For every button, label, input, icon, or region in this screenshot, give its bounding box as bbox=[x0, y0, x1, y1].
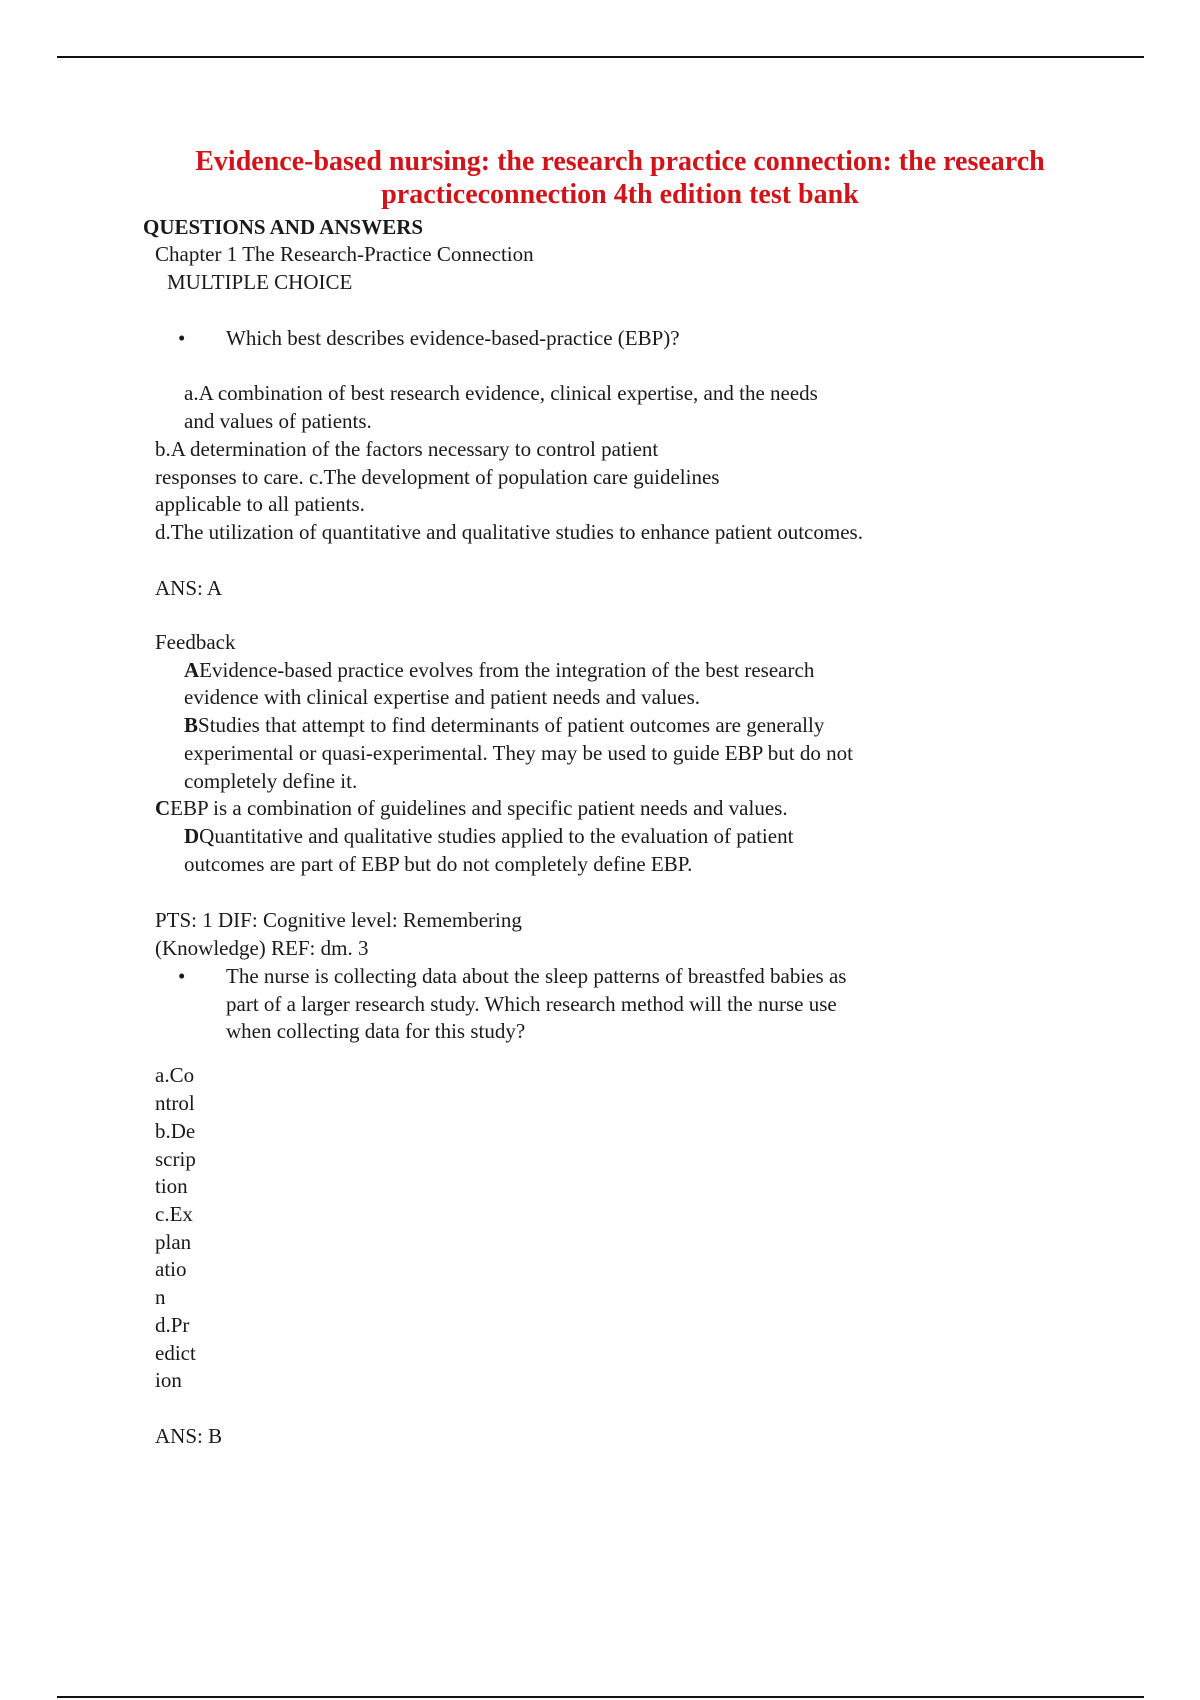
feedback-line: outcomes are part of EBP but do not completely define EBP. bbox=[184, 852, 693, 876]
feedback-line: experimental or quasi-experimental. They may be used to guide EBP but do not bbox=[184, 741, 853, 765]
q1-answer: ANS: A bbox=[155, 576, 223, 600]
q2-option-fragment: edict bbox=[155, 1341, 196, 1365]
q1-option-line: d.The utilization of quantitative and qualitative studies to enhance patient outcomes. bbox=[155, 520, 863, 544]
bottom-rule bbox=[57, 1696, 1144, 1698]
bullet-icon: • bbox=[178, 326, 186, 350]
feedback-line: AEvidence-based practice evolves from the integration of the best research bbox=[184, 658, 815, 682]
q2-option-fragment: tion bbox=[155, 1174, 188, 1198]
q2-option-fragment: atio bbox=[155, 1257, 187, 1281]
title-line-1: Evidence-based nursing: the research practice connection: the research bbox=[195, 146, 1045, 177]
q1-option-line: a.A combination of best research evidence, clinical expertise, and the needs bbox=[184, 381, 818, 405]
title-line-2: practiceconnection 4th edition test bank bbox=[381, 179, 859, 210]
q2-option-fragment: plan bbox=[155, 1230, 192, 1254]
feedback-line: CEBP is a combination of guidelines and specific patient needs and values. bbox=[155, 796, 788, 820]
q2-option-fragment: ntrol bbox=[155, 1091, 195, 1115]
q2-option-fragment: a.Co bbox=[155, 1063, 195, 1087]
q1-meta-line: (Knowledge) REF: dm. 3 bbox=[155, 936, 369, 960]
q2-option-fragment: b.De bbox=[155, 1119, 196, 1143]
feedback-line: completely define it. bbox=[184, 769, 358, 793]
q2-option-fragment: scrip bbox=[155, 1147, 196, 1171]
top-rule bbox=[57, 56, 1144, 58]
q2-question-line: The nurse is collecting data about the sleep patterns of breastfed babies as bbox=[226, 964, 847, 988]
q1-option-line: responses to care. c.The development of population care guidelines bbox=[155, 465, 720, 489]
question-type: MULTIPLE CHOICE bbox=[167, 270, 353, 294]
q2-question-line: part of a larger research study. Which research method will the nurse use bbox=[226, 992, 837, 1016]
document-title bbox=[150, 145, 1090, 211]
q1-question: Which best describes evidence-based-practice (EBP)? bbox=[226, 326, 680, 350]
q1-option-line: and values of patients. bbox=[184, 409, 372, 433]
q2-option-fragment: c.Ex bbox=[155, 1202, 193, 1226]
q1-option-line: b.A determination of the factors necessary to control patient bbox=[155, 437, 659, 461]
q2-question-line: when collecting data for this study? bbox=[226, 1019, 526, 1043]
q2-answer: ANS: B bbox=[155, 1424, 223, 1448]
feedback-line: DQuantitative and qualitative studies applied to the evaluation of patient bbox=[184, 824, 794, 848]
feedback-line: BStudies that attempt to find determinants of patient outcomes are generally bbox=[184, 713, 825, 737]
q1-option-line: applicable to all patients. bbox=[155, 492, 365, 516]
q2-option-fragment: n bbox=[155, 1285, 166, 1309]
bullet-icon: • bbox=[178, 964, 186, 988]
feedback-line: evidence with clinical expertise and patient needs and values. bbox=[184, 685, 701, 709]
section-heading: QUESTIONS AND ANSWERS bbox=[143, 215, 424, 239]
feedback-label: Feedback bbox=[155, 630, 236, 654]
q2-option-fragment: ion bbox=[155, 1368, 182, 1392]
chapter-title: Chapter 1 The Research-Practice Connection bbox=[155, 242, 534, 266]
q2-option-fragment: d.Pr bbox=[155, 1313, 190, 1337]
q1-meta-line: PTS: 1 DIF: Cognitive level: Remembering bbox=[155, 908, 522, 932]
